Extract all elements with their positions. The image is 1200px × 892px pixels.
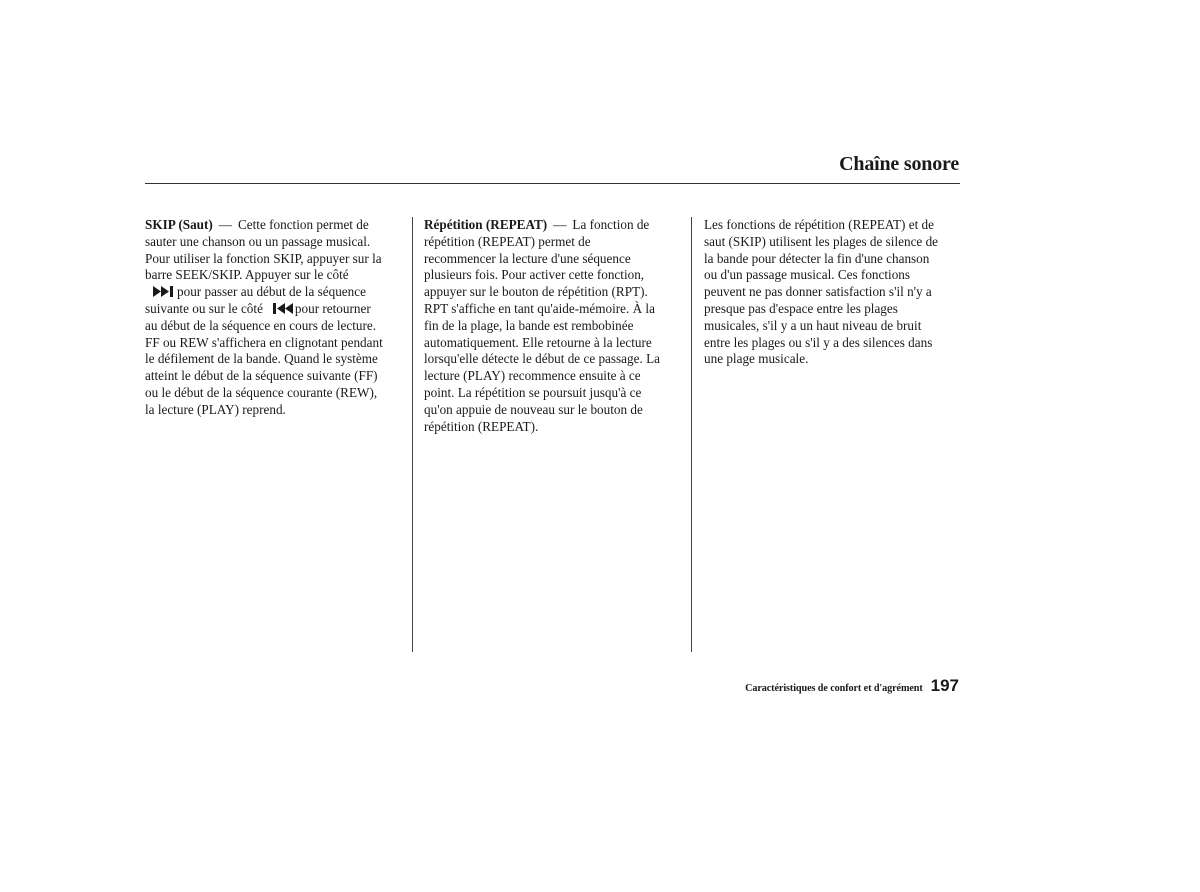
- skip-text-4: pour passer au début de la séquence: [177, 284, 366, 300]
- skip-line-5: [145, 284, 403, 301]
- skip-dash: —: [218, 217, 232, 232]
- note-text-8: une plage musicale.: [704, 351, 809, 367]
- repeat-text-2: recommencer la lecture d'une séquence: [424, 250, 631, 266]
- repeat-term: Répétition (REPEAT): [424, 217, 548, 232]
- note-text-4: peuvent ne pas donner satisfaction s'il n'y a: [704, 284, 932, 300]
- repeat-text-11: qu'on appuie de nouveau sur le bouton de: [424, 401, 643, 417]
- note-text-7: entre les plages ou s'il y a des silences dans: [704, 334, 933, 350]
- skip-forward-icon: [153, 286, 175, 297]
- page-number: 197: [930, 676, 959, 695]
- skip-column: [145, 217, 403, 419]
- skip-text-3: barre SEEK/SKIP. Appuyer sur le côté: [145, 267, 349, 283]
- note-text-1: saut (SKIP) utilisent les plages de silence de: [704, 233, 939, 249]
- skip-text-8: FF ou REW s'affichera en clignotant pendant: [145, 334, 383, 350]
- repeat-text-7: automatiquement. Elle retourne à la lecture: [424, 334, 652, 350]
- note-text-3: ou d'un passage musical. Ces fonctions: [704, 267, 911, 283]
- repeat-text-3: plusieurs fois. Pour activer cette fonction,: [424, 267, 645, 283]
- note-text-2: la bande pour détecter la fin d'une chanson: [704, 250, 930, 266]
- skip-text-11: ou le début de la séquence courante (REW),: [145, 384, 378, 400]
- footer-section-title: Caractéristiques de confort et d'agrément: [745, 683, 923, 694]
- skip-line-6: [145, 301, 403, 318]
- note-text-0: Les fonctions de répétition (REPEAT) et de: [704, 217, 934, 232]
- repeat-text-8: lorsqu'elle détecte le début de ce passage. La: [424, 351, 660, 367]
- skip-term: SKIP (Saut): [145, 217, 213, 232]
- repeat-text-1: répétition (REPEAT) permet de: [424, 233, 591, 249]
- repeat-text-9: lecture (PLAY) recommence ensuite à ce: [424, 368, 641, 384]
- page-title: Chaîne sonore: [839, 153, 959, 175]
- repeat-text-5: RPT s'affiche en tant qu'aide-mémoire. À la: [424, 300, 655, 316]
- skip-text-12: la lecture (PLAY) reprend.: [145, 401, 286, 417]
- repeat-text-4: appuyer sur le bouton de répétition (RPT).: [424, 284, 648, 300]
- repeat-text-10: point. La répétition se poursuit jusqu'à ce: [424, 384, 642, 400]
- repeat-text-12: répétition (REPEAT).: [424, 418, 539, 434]
- page-footer: [745, 676, 959, 696]
- column-divider: [412, 217, 413, 652]
- skip-text-7: au début de la séquence en cours de lecture.: [145, 317, 377, 333]
- skip-line-1: [145, 217, 403, 234]
- column-divider: [691, 217, 692, 652]
- skip-text-9: le défilement de la bande. Quand le système: [145, 351, 378, 367]
- repeat-line-1: [424, 217, 682, 234]
- note-text-5: presque pas d'espace entre les plages: [704, 300, 898, 316]
- skip-text-6: pour retourner: [294, 300, 371, 316]
- note-column: [704, 217, 959, 368]
- repeat-text-6: fin de la plage, la bande est rembobinée: [424, 317, 634, 333]
- skip-text-1: sauter une chanson ou un passage musical.: [145, 233, 371, 249]
- repeat-text-0: La fonction de: [572, 217, 650, 232]
- skip-text-0: Cette fonction permet de: [237, 217, 369, 232]
- skip-text-2: Pour utiliser la fonction SKIP, appuyer sur la: [145, 250, 382, 266]
- header-rule: [145, 183, 960, 184]
- skip-back-icon: [271, 303, 293, 314]
- repeat-dash: —: [553, 217, 567, 232]
- repeat-column: [424, 217, 682, 435]
- skip-text-5: suivante ou sur le côté: [145, 300, 263, 316]
- note-text-6: musicales, s'il y a un haut niveau de bruit: [704, 317, 922, 333]
- skip-text-10: atteint le début de la séquence suivante (FF): [145, 368, 378, 384]
